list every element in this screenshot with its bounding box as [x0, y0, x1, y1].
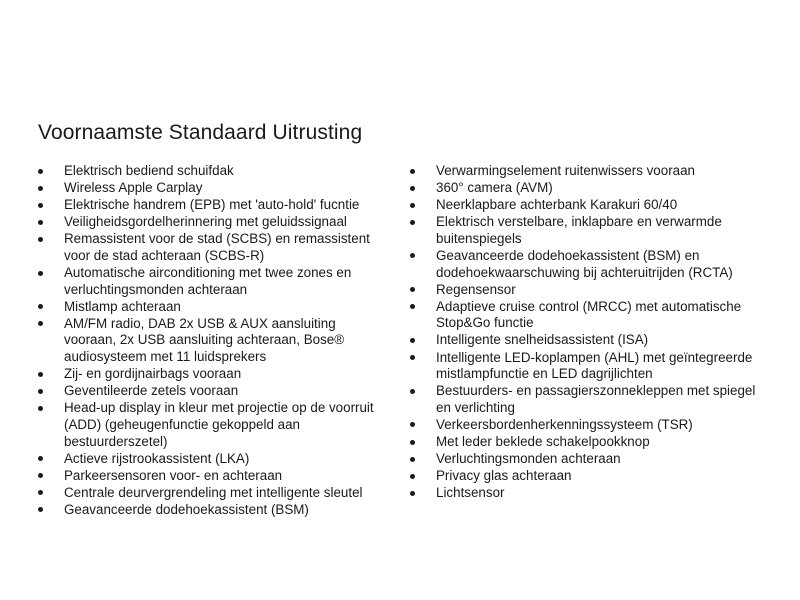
- equipment-item-text: Elektrische handrem (EPB) met 'auto-hold' fucntie: [64, 197, 360, 213]
- equipment-item: [410, 163, 770, 180]
- bullet-icon: [410, 491, 415, 496]
- bullet-icon: [410, 169, 415, 174]
- bullet-icon: [38, 304, 43, 309]
- equipment-item-text: Actieve rijstrookassistent (LKA): [64, 450, 250, 466]
- equipment-item-text: Elektrisch bediend schuifdak: [64, 163, 234, 178]
- equipment-item: [38, 502, 383, 519]
- equipment-item: [410, 214, 770, 247]
- bullet-icon: [410, 422, 415, 427]
- equipment-item: [38, 485, 383, 502]
- equipment-item: [38, 383, 383, 400]
- equipment-item-text: AM/FM radio, DAB 2x USB & AUX aansluiting vooraan, 2x USB aansluiting achteraan, Bose® audiosysteem met 11 luidsprekers: [64, 315, 345, 365]
- equipment-item: [38, 265, 383, 298]
- equipment-item: [410, 451, 770, 468]
- equipment-item: [38, 180, 383, 197]
- bullet-icon: [410, 338, 415, 343]
- equipment-item: [410, 282, 770, 299]
- equipment-item: [410, 332, 770, 349]
- equipment-item-text: Met leder beklede schakelpookknop: [436, 434, 650, 449]
- equipment-item: [38, 468, 383, 485]
- equipment-item-text: 360° camera (AVM): [436, 180, 553, 196]
- equipment-list-right: [410, 163, 770, 502]
- equipment-item-text: Intelligente snelheidsassistent (ISA): [436, 332, 649, 348]
- equipment-item-text: Verkeersbordenherkenningssysteem (TSR): [436, 416, 693, 432]
- equipment-item-text: Geavanceerde dodehoekassistent (BSM) en dodehoekwaarschuwing bij achteruitrijden (RCTA): [436, 247, 733, 280]
- bullet-icon: [410, 220, 415, 225]
- equipment-item-text: Geventileerde zetels vooraan: [64, 383, 239, 399]
- bullet-icon: [410, 287, 415, 292]
- bullet-icon: [410, 457, 415, 462]
- bullet-icon: [38, 220, 43, 225]
- bullet-icon: [38, 473, 43, 478]
- equipment-item-text: Neerklapbare achterbank Karakuri 60/40: [436, 197, 678, 213]
- bullet-icon: [410, 355, 415, 360]
- bullet-icon: [38, 456, 43, 461]
- equipment-item: [410, 350, 770, 383]
- bullet-icon: [38, 271, 43, 276]
- bullet-icon: [38, 406, 43, 411]
- bullet-icon: [38, 186, 43, 191]
- bullet-icon: [410, 304, 415, 309]
- equipment-item-text: Lichtsensor: [436, 485, 505, 501]
- equipment-item: [38, 400, 383, 450]
- equipment-item: [38, 197, 383, 214]
- bullet-icon: [38, 507, 43, 512]
- equipment-item: [410, 468, 770, 485]
- equipment-item: [410, 299, 770, 332]
- equipment-item-text: Intelligente LED-koplampen (AHL) met geïntegreerde mistlampfunctie en LED dagrijlichten: [436, 349, 753, 382]
- equipment-item: [410, 197, 770, 214]
- bullet-icon: [410, 440, 415, 445]
- equipment-item: [410, 248, 770, 281]
- bullet-icon: [410, 203, 415, 208]
- equipment-item-text: Centrale deurvergrendeling met intelligente sleutel: [64, 484, 363, 500]
- equipment-item-text: Zij- en gordijnairbags vooraan: [64, 366, 242, 382]
- equipment-item: [38, 214, 383, 231]
- bullet-icon: [410, 253, 415, 258]
- equipment-item-text: Privacy glas achteraan: [436, 468, 572, 484]
- equipment-item-text: Wireless Apple Carplay: [64, 180, 203, 196]
- bullet-icon: [38, 169, 43, 174]
- equipment-item-text: Verluchtingsmonden achteraan: [436, 451, 621, 467]
- equipment-item: [38, 316, 383, 366]
- equipment-item: [38, 163, 383, 180]
- bullet-icon: [410, 474, 415, 479]
- equipment-item-text: Elektrisch verstelbare, inklapbare en verwarmde buitenspiegels: [436, 214, 722, 246]
- equipment-item-text: Bestuurders- en passagierszonnekleppen met spiegel en verlichting: [436, 383, 756, 415]
- bullet-icon: [38, 372, 43, 377]
- equipment-item-text: Remassistent voor de stad (SCBS) en remassistent voor de stad achteraan (SCBS-R): [64, 231, 370, 263]
- equipment-item-text: Veiligheidsgordelherinnering met geluidssignaal: [64, 214, 347, 230]
- equipment-item-text: Parkeersensoren voor- en achteraan: [64, 467, 283, 483]
- bullet-icon: [410, 389, 415, 394]
- equipment-item: [410, 417, 770, 434]
- equipment-item-text: Head-up display in kleur met projectie op de voorruit (ADD) (geheugenfunctie gekoppeld aan bestuurderszetel): [64, 400, 374, 449]
- equipment-item-text: Automatische airconditioning met twee zones en verluchtingsmonden achteraan: [64, 265, 352, 297]
- equipment-item: [410, 180, 770, 197]
- equipment-item-text: Mistlamp achteraan: [64, 298, 181, 314]
- bullet-icon: [38, 237, 43, 242]
- bullet-icon: [38, 203, 43, 208]
- equipment-item-text: Geavanceerde dodehoekassistent (BSM): [64, 501, 309, 517]
- page-title: Voornaamste Standaard Uitrusting: [38, 121, 363, 144]
- equipment-item: [38, 299, 383, 316]
- equipment-list-left: [38, 163, 383, 519]
- equipment-item: [410, 485, 770, 502]
- bullet-icon: [38, 389, 43, 394]
- equipment-item: [410, 383, 770, 416]
- bullet-icon: [38, 490, 43, 495]
- equipment-item: [38, 451, 383, 468]
- equipment-item: [38, 231, 383, 264]
- equipment-item-text: Adaptieve cruise control (MRCC) met automatische Stop&Go functie: [436, 298, 742, 331]
- equipment-item: [38, 366, 383, 383]
- bullet-icon: [410, 186, 415, 191]
- bullet-icon: [38, 321, 43, 326]
- equipment-item: [410, 434, 770, 451]
- equipment-item-text: Regensensor: [436, 281, 516, 297]
- equipment-item-text: Verwarmingselement ruitenwissers vooraan: [436, 163, 695, 178]
